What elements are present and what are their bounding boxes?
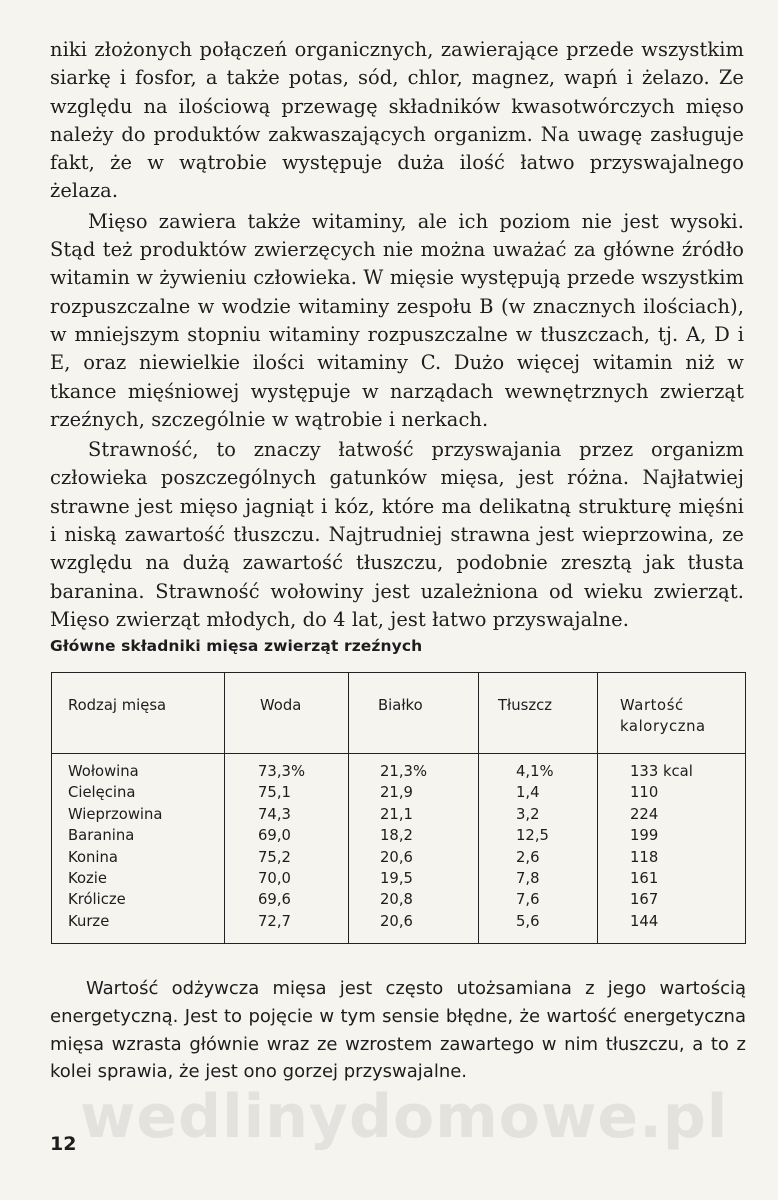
table-cell: 3,2 (516, 805, 540, 823)
table-cell: 161 (630, 870, 659, 888)
table-cell: 20,8 (380, 891, 413, 909)
paragraph-minerals: niki złożonych połączeń organicznych, zawierające przede wszystkim siarkę i fosfor, a także potas, sód, chlor, magnez, wapń i żelazo. Ze względu na ilościową przewagę składników kwasotwórczych mięso należy do produktów zakwaszających organizm. Na uwagę zasługuje fakt, że w wątrobie występuje duża ilość łatwo przyswajalnego żelaza. (50, 38, 744, 203)
table-cell: 73,3% (258, 763, 306, 780)
table-cell: 69,6 (258, 891, 291, 909)
column-divider (224, 673, 225, 943)
column-divider (478, 673, 479, 943)
column-meat-type (68, 761, 162, 932)
paragraph-digestibility: Strawność, to znaczy łatwość przyswajania przez organizm człowieka poszczególnych gatunków mięsa, jest różna. Najłatwiej strawne jest mięso jagniąt i kóz, które ma delikatną strukturę mięśni i niską zawartość tłuszczu. Najtrudniej strawna jest wieprzowina, ze względu na dużą zawartość tłuszczu, podobnie zresztą jak tłusta baranina. Strawność wołowiny jest uzależniona od wieku zwierząt. Mięso zwierząt młodych, do 4 lat, jest łatwo przyswajalne. (50, 438, 744, 631)
table-cell: Kozie (68, 870, 108, 888)
table-cell: 20,6 (380, 848, 413, 866)
page-number: 12 (50, 1133, 77, 1155)
column-divider (348, 673, 349, 943)
column-water (258, 761, 305, 932)
header-protein: Białko (378, 697, 423, 714)
header-fat: Tłuszcz (498, 697, 552, 714)
table-cell: Kurze (68, 912, 110, 930)
watermark-bottom: wedlinydomowe.pl (80, 1082, 729, 1152)
table-cell: 74,3 (258, 805, 291, 823)
column-divider (597, 673, 598, 943)
table-cell: Cielęcina (68, 784, 136, 802)
header-calories: Wartość kaloryczna (620, 697, 706, 735)
table-cell: 20,6 (380, 912, 413, 930)
table-cell: 18,2 (380, 827, 413, 845)
table-cell: 133 kcal (630, 763, 693, 780)
table-cell: Konina (68, 848, 118, 866)
header-meat-type: Rodzaj mięsa (68, 697, 167, 714)
table-cell: 5,6 (516, 912, 540, 930)
paragraph-vitamins: Mięso zawiera także witaminy, ale ich poziom nie jest wysoki. Stąd też produktów zwierzęcych nie można uważać za główne źródło witamin w żywieniu człowieka. W mięsie występują przede wszystkim rozpuszczalne w wodzie witaminy zespołu B (w znacznych ilościach), w mniejszym stopniu witaminy rozpuszczalne w tłuszczach, tj. A, D i E, oraz niewielkie ilości witaminy C. Dużo więcej witamin niż w tkance mięśniowej występuje w narządach wewnętrznych zwierząt rzeźnych, szczególnie w wątrobie i nerkach. (50, 209, 744, 431)
table-cell: Królicze (68, 891, 126, 909)
table-cell: 118 (630, 848, 659, 866)
table-cell: 4,1% (516, 763, 554, 780)
table-cell: 110 (630, 784, 659, 802)
table-cell: 21,3% (380, 763, 428, 780)
paragraph-nutritional-value: Wartość odżywcza mięsa jest często utożsamiana z jego wartością energetyczną. Jest to pojęcie w tym sensie błędne, że wartość energetyczna mięsa wzrasta głównie wraz ze wzrostem zawartego w nim tłuszczu, a to z kolei sprawia, że jest ono gorzej przyswajalne. (50, 978, 746, 1083)
body-text (50, 36, 744, 634)
table-cell: 7,8 (516, 870, 540, 888)
table-cell: 75,2 (258, 848, 291, 866)
table-cell: 69,0 (258, 827, 291, 845)
table-cell: 167 (630, 891, 659, 909)
table-cell: 75,1 (258, 784, 291, 802)
column-fat (516, 761, 554, 932)
header-water: Woda (260, 697, 302, 714)
column-calories (630, 761, 693, 932)
table-cell: 72,7 (258, 912, 291, 930)
column-protein (380, 761, 427, 932)
table-cell: Baranina (68, 827, 135, 845)
table-title: Główne składniki mięsa zwierząt rzeźnych (50, 637, 423, 655)
table-cell: 70,0 (258, 870, 291, 888)
table-cell: 7,6 (516, 891, 540, 909)
table-cell: 224 (630, 805, 659, 823)
table-cell: Wołowina (68, 763, 139, 780)
table-cell: Wieprzowina (68, 805, 163, 823)
table-cell: 144 (630, 912, 659, 930)
table-cell: 19,5 (380, 870, 413, 888)
table-cell: 21,1 (380, 805, 413, 823)
table-cell: 199 (630, 827, 659, 845)
table-cell: 12,5 (516, 827, 549, 845)
table-cell: 2,6 (516, 848, 540, 866)
table-cell: 21,9 (380, 784, 413, 802)
header-divider (52, 753, 745, 754)
meat-composition-table (51, 672, 746, 944)
table-cell: 1,4 (516, 784, 540, 802)
